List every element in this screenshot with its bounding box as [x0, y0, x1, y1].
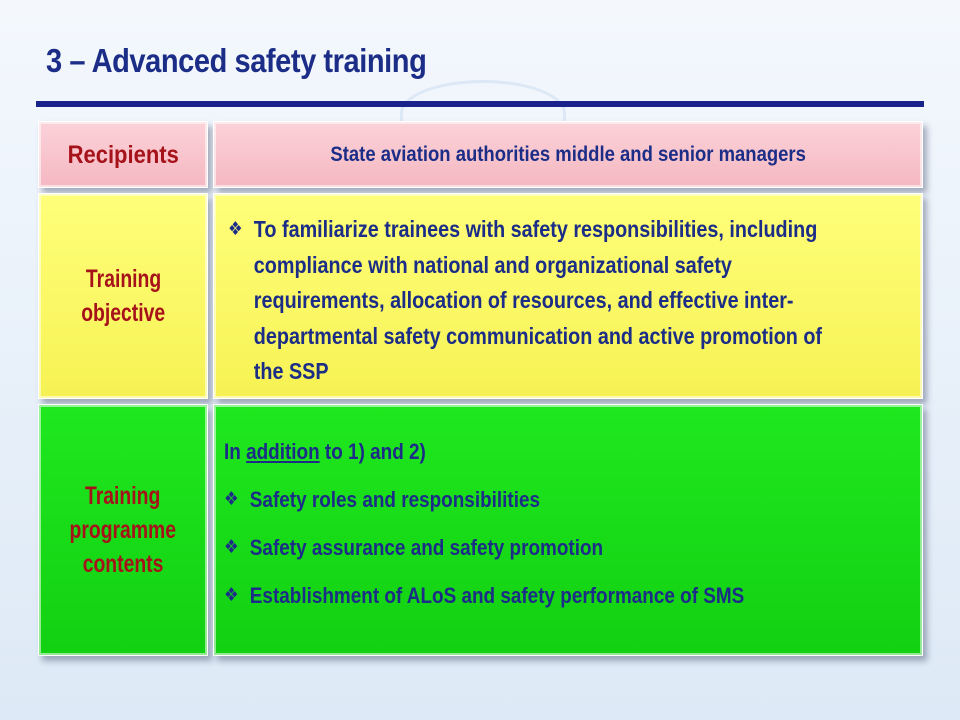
contents-intro-suffix: to 1) and 2) [324, 439, 426, 464]
contents-intro [224, 437, 903, 485]
list-item-text: Establishment of ALoS and safety performance of SMS [249, 583, 745, 608]
contents-label-line1: Training [85, 482, 161, 510]
recipients-text-box [213, 121, 923, 188]
list-item [224, 581, 903, 629]
objective-bullet-text: To familiarize trainees with safety responsibilities, including compliance with national and organizational safety requirements, allocation of resources, and effective inter-departmental safety communication and active promotion of the SSP [253, 216, 823, 384]
contents-label-line3: contents [82, 550, 164, 578]
diamond-bullet-icon: ❖ [228, 219, 243, 240]
contents-intro-prefix: In [224, 439, 241, 464]
objective-label-box [38, 193, 208, 399]
list-item-text: Safety roles and responsibilities [249, 487, 541, 512]
list-item [224, 533, 903, 581]
diamond-bullet-icon: ❖ [224, 585, 239, 606]
contents-list [224, 437, 903, 629]
diamond-bullet-icon: ❖ [224, 489, 239, 510]
recipients-label-box [38, 121, 208, 188]
objective-label [75, 262, 170, 330]
list-item [224, 485, 903, 533]
objective-label-line2: objective [81, 299, 165, 327]
diamond-bullet-icon: ❖ [224, 537, 239, 558]
recipients-label: Recipients [67, 140, 179, 169]
objective-body-box [213, 193, 923, 399]
slide-title: 3 – Advanced safety training [46, 42, 427, 79]
title-divider [36, 101, 924, 107]
objective-bullet [228, 212, 830, 390]
contents-body-box [213, 404, 923, 656]
contents-intro-underlined: addition [246, 439, 320, 464]
contents-label-line2: programme [69, 516, 177, 544]
recipients-text: State aviation authorities middle and senior managers [330, 142, 806, 166]
list-item-text: Safety assurance and safety promotion [249, 535, 604, 560]
contents-label-box [38, 404, 208, 656]
contents-label [62, 479, 183, 581]
objective-label-line1: Training [85, 265, 161, 293]
